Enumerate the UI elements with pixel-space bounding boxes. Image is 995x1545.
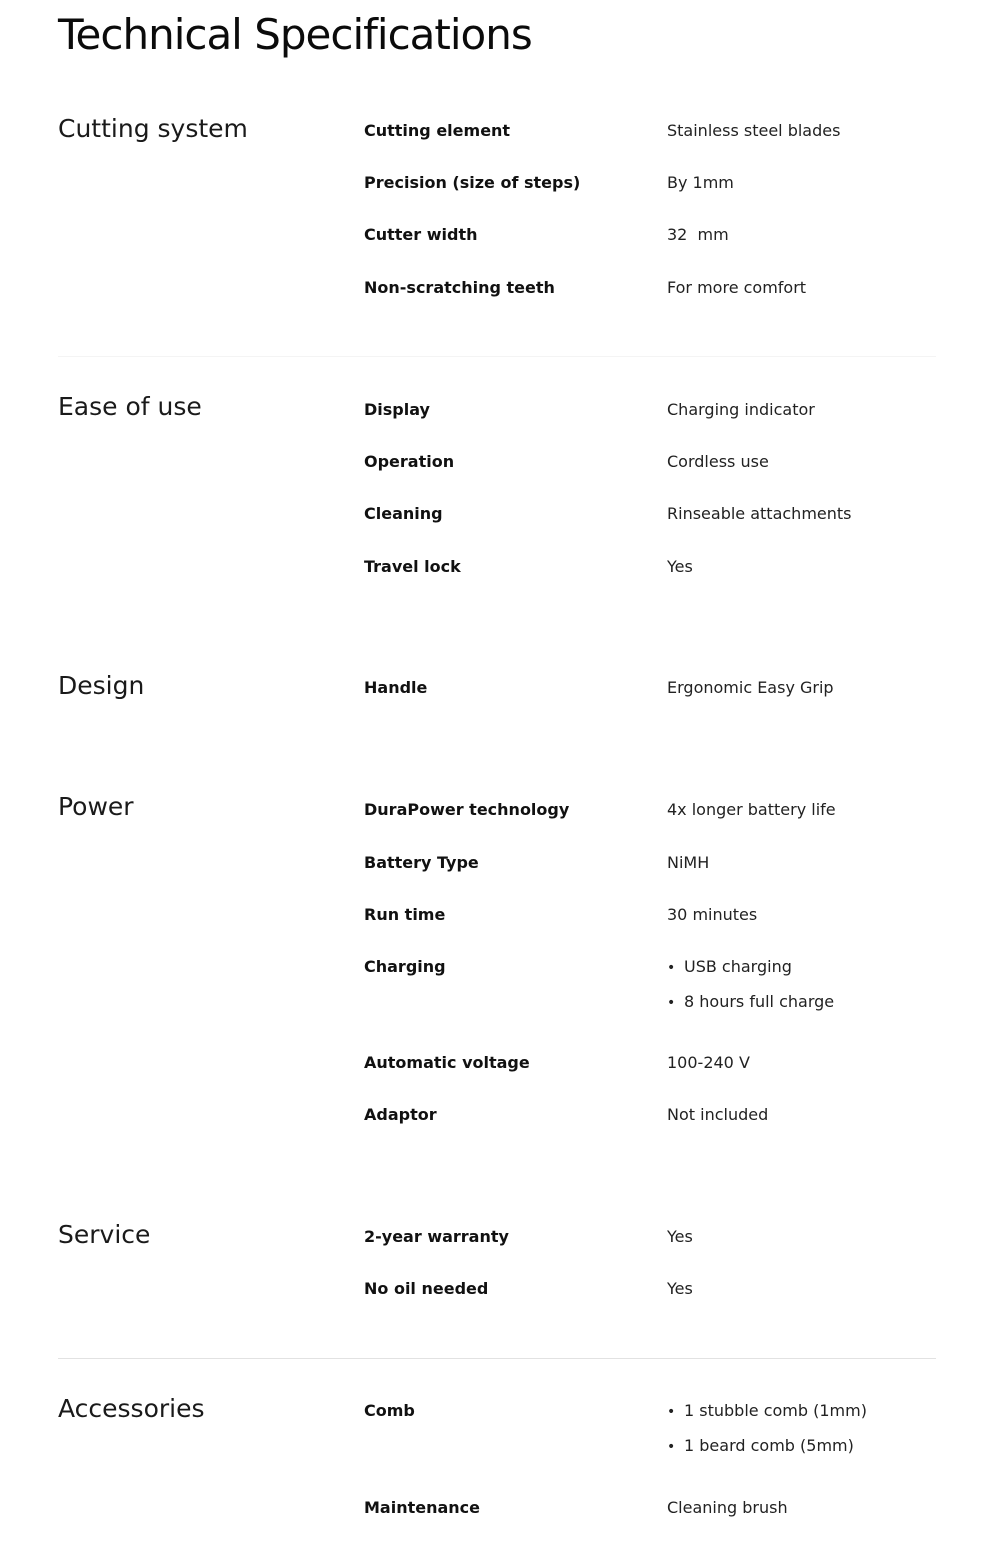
spec-label: Automatic voltage bbox=[364, 1053, 530, 1072]
bullet-icon: • bbox=[667, 1439, 676, 1455]
spec-value: For more comfort bbox=[667, 278, 807, 297]
spec-row-cutting-element bbox=[0, 121, 995, 151]
spec-value: Rinseable attachments bbox=[667, 504, 852, 523]
list-item: • 8 hours full charge bbox=[667, 992, 835, 1011]
spec-label: Handle bbox=[364, 678, 428, 697]
spec-row-automatic-voltage bbox=[0, 1053, 995, 1083]
section-title: Accessories bbox=[58, 1394, 205, 1423]
spec-row-2-year-warranty bbox=[0, 1227, 995, 1257]
spec-value: By 1mm bbox=[667, 173, 734, 192]
spec-row-maintenance bbox=[0, 1498, 995, 1528]
spec-row-durapower-technology bbox=[0, 800, 995, 830]
spec-label: Operation bbox=[364, 452, 455, 471]
spec-value: Charging indicator bbox=[667, 400, 815, 419]
bullet-icon: • bbox=[667, 960, 676, 976]
bullet-icon: • bbox=[667, 995, 676, 1011]
spec-value: 4x longer battery life bbox=[667, 800, 836, 819]
spec-label: Adaptor bbox=[364, 1105, 437, 1124]
spec-label: Display bbox=[364, 400, 430, 419]
spec-label: DuraPower technology bbox=[364, 800, 570, 819]
spec-row-no-oil-needed bbox=[0, 1279, 995, 1309]
spec-row-handle bbox=[0, 678, 995, 708]
spec-row-precision bbox=[0, 173, 995, 203]
spec-row-run-time bbox=[0, 905, 995, 935]
spec-label: Non-scratching teeth bbox=[364, 278, 555, 297]
spec-label: 2-year warranty bbox=[364, 1227, 509, 1246]
section-divider bbox=[58, 356, 936, 357]
spec-value: Stainless steel blades bbox=[667, 121, 841, 140]
spec-value-list bbox=[667, 1401, 867, 1471]
spec-row-battery-type bbox=[0, 853, 995, 883]
spec-label: Run time bbox=[364, 905, 446, 924]
spec-row-comb bbox=[0, 1401, 995, 1471]
spec-value: Yes bbox=[667, 1227, 693, 1246]
spec-value: 100-240 V bbox=[667, 1053, 750, 1072]
section-title: Power bbox=[58, 792, 134, 821]
spec-value: Cordless use bbox=[667, 452, 769, 471]
spec-label: Comb bbox=[364, 1401, 415, 1420]
spec-label: Cleaning bbox=[364, 504, 443, 523]
section-divider bbox=[58, 1358, 936, 1359]
spec-row-charging bbox=[0, 957, 995, 1027]
spec-label: Charging bbox=[364, 957, 446, 976]
spec-value: 32 mm bbox=[667, 225, 729, 244]
spec-label: Battery Type bbox=[364, 853, 479, 872]
spec-row-adaptor bbox=[0, 1105, 995, 1135]
spec-row-display bbox=[0, 400, 995, 430]
spec-row-cleaning bbox=[0, 504, 995, 534]
section-title: Service bbox=[58, 1220, 151, 1249]
spec-value: Not included bbox=[667, 1105, 769, 1124]
list-item: • USB charging bbox=[667, 957, 792, 976]
section-title: Ease of use bbox=[58, 392, 202, 421]
spec-row-non-scratching-teeth bbox=[0, 278, 995, 308]
spec-row-operation bbox=[0, 452, 995, 482]
bullet-icon: • bbox=[667, 1404, 676, 1420]
spec-label: Precision (size of steps) bbox=[364, 173, 581, 192]
spec-row-travel-lock bbox=[0, 557, 995, 587]
spec-label: Maintenance bbox=[364, 1498, 481, 1517]
spec-value: Ergonomic Easy Grip bbox=[667, 678, 834, 697]
section-title: Design bbox=[58, 671, 145, 700]
spec-value: Cleaning brush bbox=[667, 1498, 788, 1517]
spec-value: NiMH bbox=[667, 853, 710, 872]
page-title: Technical Specifications bbox=[58, 10, 532, 59]
spec-label: Cutting element bbox=[364, 121, 511, 140]
section-title: Cutting system bbox=[58, 114, 248, 143]
spec-label: Travel lock bbox=[364, 557, 461, 576]
list-item: • 1 beard comb (5mm) bbox=[667, 1436, 854, 1455]
spec-value: Yes bbox=[667, 1279, 693, 1298]
spec-label: No oil needed bbox=[364, 1279, 489, 1298]
list-item: • 1 stubble comb (1mm) bbox=[667, 1401, 867, 1420]
spec-value: 30 minutes bbox=[667, 905, 758, 924]
spec-row-cutter-width bbox=[0, 225, 995, 255]
spec-label: Cutter width bbox=[364, 225, 478, 244]
spec-value: Yes bbox=[667, 557, 693, 576]
spec-value-list bbox=[667, 957, 834, 1027]
